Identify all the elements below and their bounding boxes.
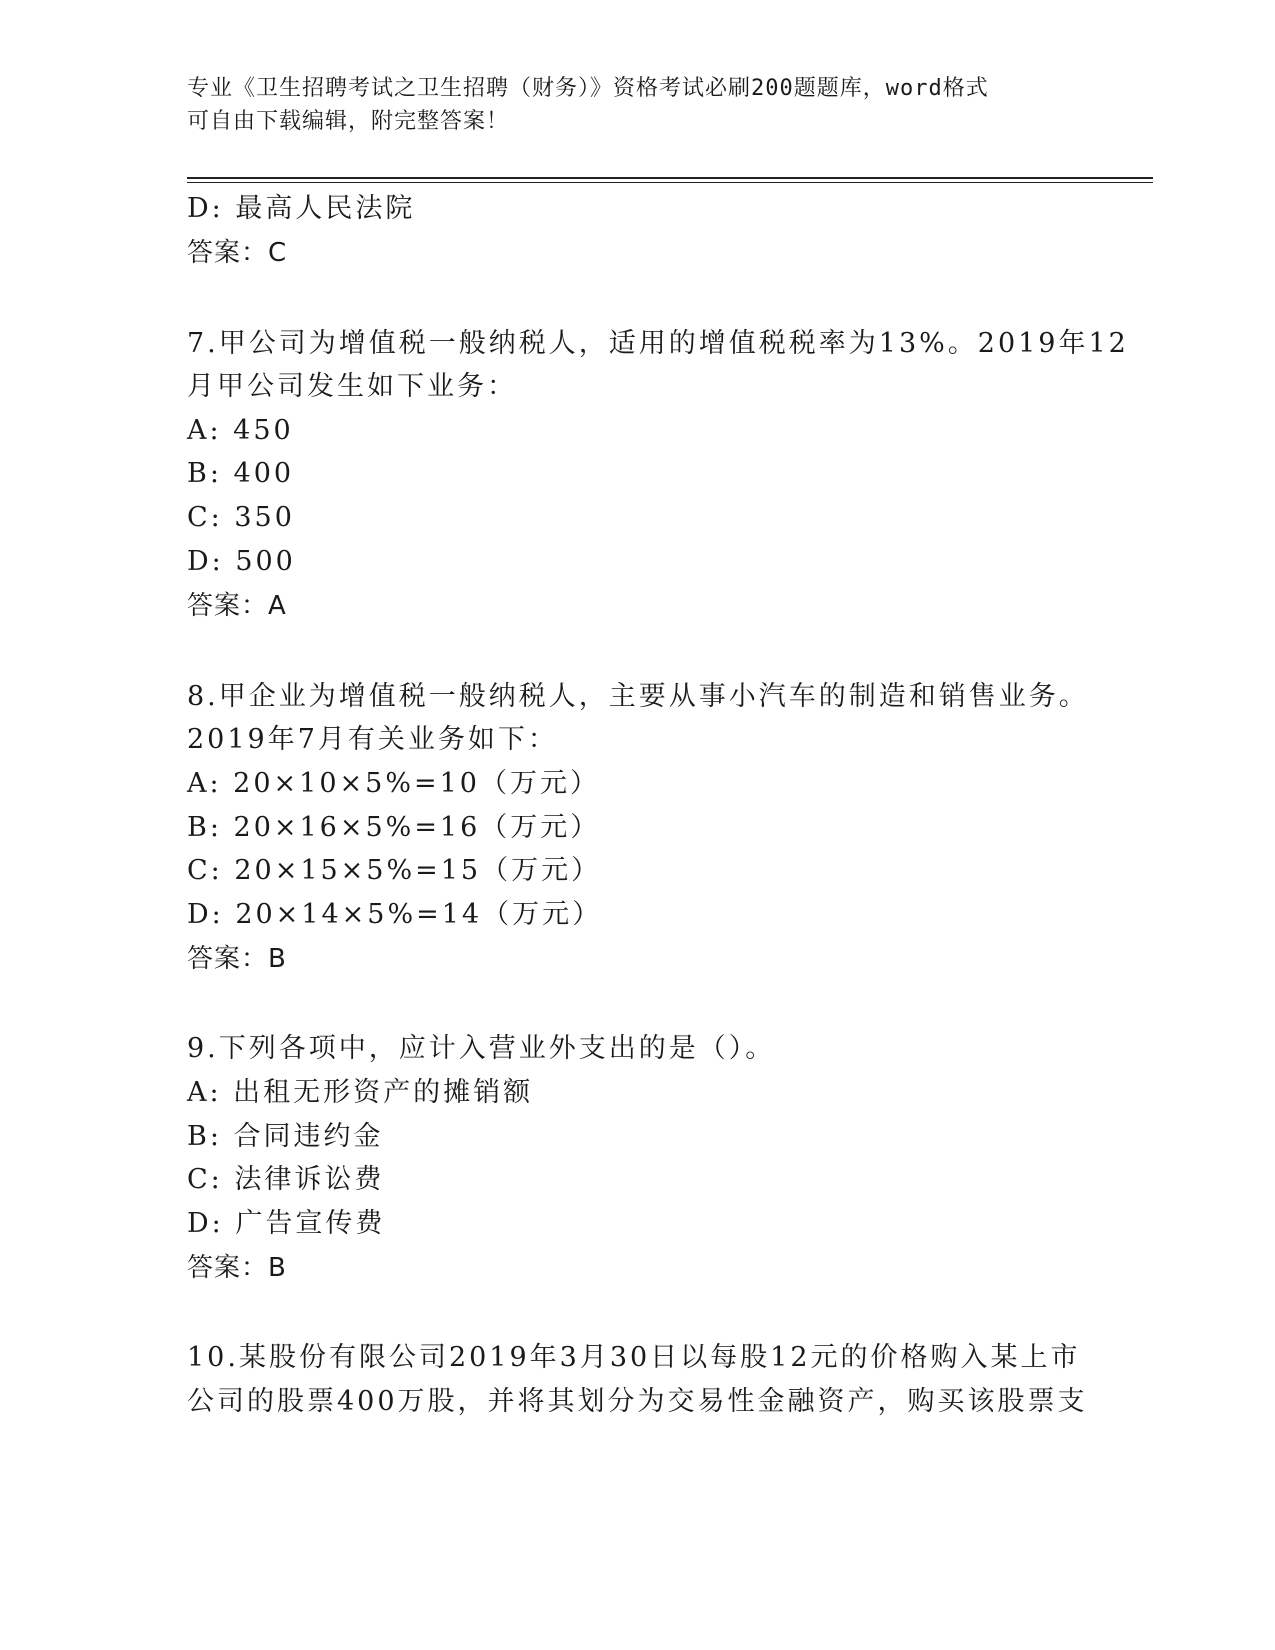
q8-stem-line-2: 2019年7月有关业务如下：: [187, 724, 558, 755]
q7-answer: 答案：A: [187, 591, 287, 621]
q8-option-a: A: 20×10×5%=10（万元）: [187, 768, 600, 799]
q7-option-a: A: 450: [187, 415, 294, 446]
q8-option-c: C: 20×15×5%=15（万元）: [187, 855, 602, 886]
q9-option-b: B: 合同违约金: [187, 1121, 384, 1152]
q9-stem-line-1: 9.下列各项中，应计入营业外支出的是（）。: [187, 1033, 776, 1064]
header-title-line-2: 可自由下载编辑，附完整答案！: [187, 109, 510, 134]
q10-stem-line-2: 公司的股票400万股，并将其划分为交易性金融资产，购买该股票支: [187, 1386, 1088, 1417]
q9-option-c: C: 法律诉讼费: [187, 1164, 385, 1195]
header-rule-thin: [187, 182, 1153, 183]
q9-option-d: D: 广告宣传费: [187, 1208, 386, 1239]
q9-answer: 答案：B: [187, 1253, 287, 1283]
q7-stem-line-2: 月甲公司发生如下业务：: [187, 371, 517, 402]
header-title-line-1: 专业《卫生招聘考试之卫生招聘（财务）》资格考试必刷200题题库，word格式: [187, 76, 989, 101]
q7-option-b: B: 400: [187, 458, 295, 489]
header-rule-thick: [187, 177, 1153, 179]
q7-option-c: C: 350: [187, 502, 295, 533]
q10-stem-line-1: 10.某股份有限公司2019年3月30日以每股12元的价格购入某上市: [187, 1342, 1081, 1373]
q8-option-d: D: 20×14×5%=14（万元）: [187, 899, 603, 930]
q8-stem-line-1: 8.甲企业为增值税一般纳税人，主要从事小汽车的制造和销售业务。: [187, 681, 1089, 712]
q9-option-a: A: 出租无形资产的摊销额: [187, 1077, 534, 1108]
q8-option-b: B: 20×16×5%=16（万元）: [187, 812, 601, 843]
q7-option-d: D: 500: [187, 546, 296, 577]
q7-stem-line-1: 7.甲公司为增值税一般纳税人，适用的增值税税率为13%。2019年12: [187, 328, 1129, 359]
q8-answer: 答案：B: [187, 944, 287, 974]
q6-option-d: D: 最高人民法院: [187, 193, 416, 224]
q6-answer: 答案：C: [187, 238, 288, 268]
page-header: [187, 72, 1087, 138]
